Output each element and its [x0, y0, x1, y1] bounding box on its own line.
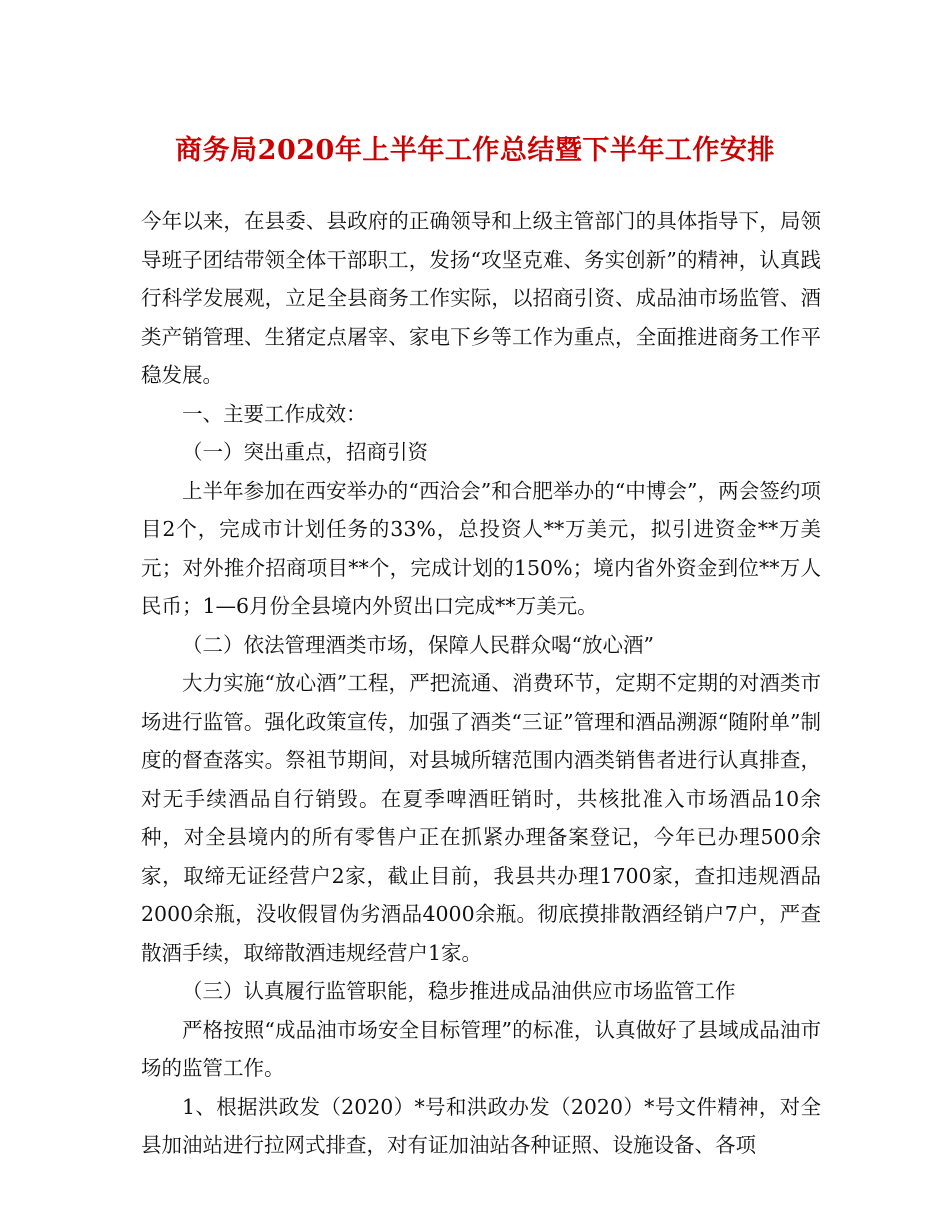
intro-paragraph: 今年以来，在县委、县政府的正确领导和上级主管部门的具体指导下，局领导班子团结带领全体干部职工，发扬“攻坚克难、务实创新”的精神，认真践行科学发展观，立足全县商务工作实际，以招商引资、成品油市场监管、酒类产销管理、生猪定点屠宰、家电下乡等工作为重点，全面推进商务工作平稳发展。	[141, 209, 821, 387]
subsection-heading: （二）依法管理酒类市场，保障人民群众喝“放心酒”	[182, 632, 654, 657]
body-paragraph: 上半年参加在西安举办的“西洽会”和合肥举办的“中博会”，两会签约项目2个，完成市计划任务的33%，总投资人**万美元，拟引进资金**万美元；对外推介招商项目**个，完成计划的150%；境内省外资金到位**万人民币；1—6月份全县境内外贸出口完成**万美元。	[141, 478, 821, 618]
body-paragraph: 1、根据洪政发（2020）*号和洪政办发（2020）*号文件精神，对全县加油站进行拉网式排查，对有证加油站各种证照、设施设备、各项	[141, 1094, 821, 1157]
section-heading: 一、主要工作成效：	[182, 401, 367, 426]
body-paragraph: 大力实施“放心酒”工程，严把流通、消费环节，定期不定期的对酒类市场进行监管。强化政策宣传，加强了酒类“三证”管理和酒品溯源“随附单”制度的督查落实。祭祖节期间，对县城所辖范围内酒类销售者进行认真排查，对无手续酒品自行销毁。在夏季啤酒旺销时，共核批准入市场酒品10余种，对全县境内的所有零售户正在抓紧办理备案登记，今年已办理500余家，取缔无证经营户2家，截止目前，我县共办理1700家，查扣违规酒品2000余瓶，没收假冒伪劣酒品4000余瓶。彻底摸排散酒经销户7户，严查散酒手续，取缔散酒违规经营户1家。	[141, 671, 821, 965]
document-title: 商务局2020年上半年工作总结暨下半年工作安排	[175, 135, 775, 166]
body-paragraph: 严格按照“成品油市场安全目标管理”的标准，认真做好了县域成品油市场的监管工作。	[141, 1017, 821, 1080]
subsection-heading: （一）突出重点，招商引资	[182, 440, 428, 464]
subsection-heading: （三）认真履行监管职能，稳步推进成品油供应市场监管工作	[182, 979, 736, 1003]
document-body	[141, 202, 821, 1165]
